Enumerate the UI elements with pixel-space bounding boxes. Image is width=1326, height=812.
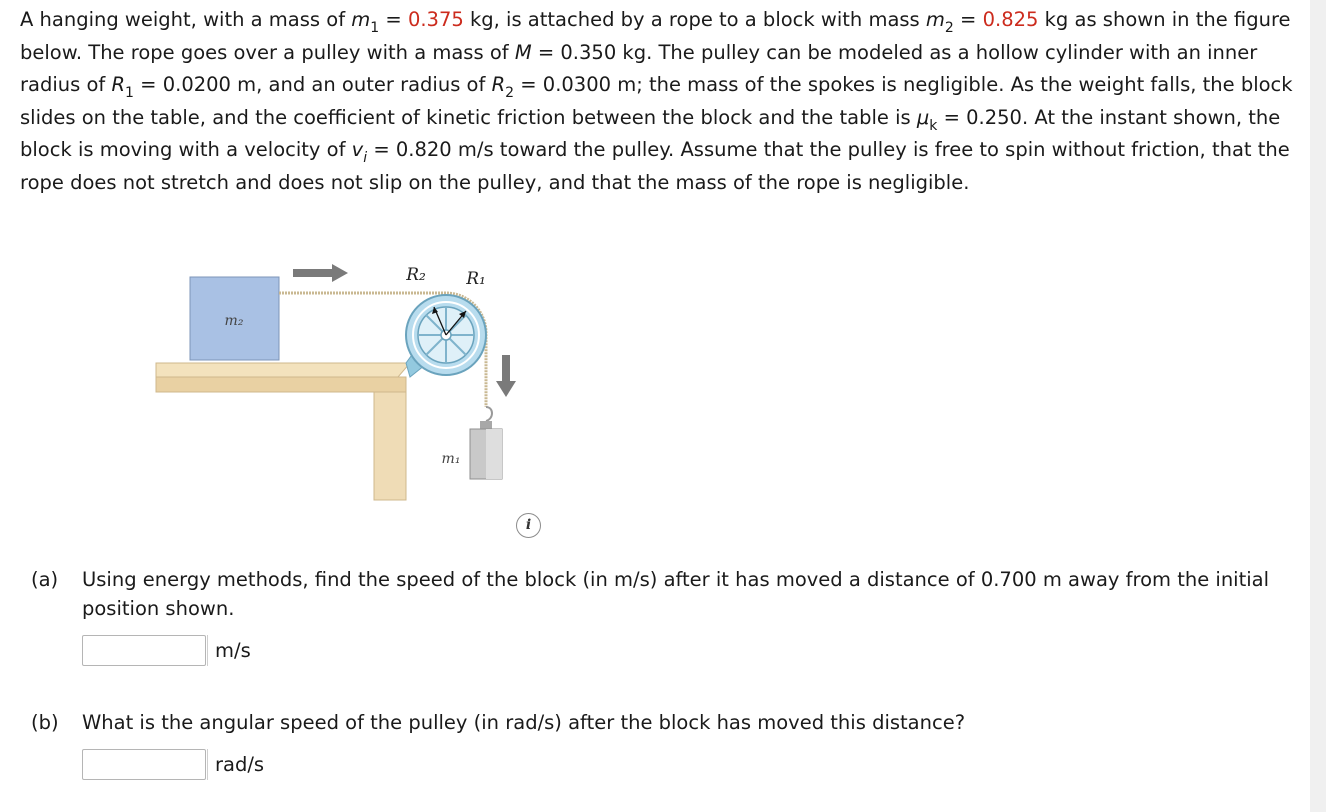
m2-value: 0.825 <box>982 8 1039 31</box>
equals-sign: = <box>960 8 977 31</box>
var-m1: m <box>351 8 371 31</box>
hanging-weight-m1 <box>442 407 502 479</box>
subscript: 2 <box>505 85 515 102</box>
R1-label: R₁ <box>466 269 486 289</box>
subscript: k <box>929 117 938 134</box>
problem-text: = 0.250. At the instant shown, the block is moving with a velocity of <box>20 105 1281 162</box>
answer-a-unit: m/s <box>207 635 251 666</box>
problem-statement <box>20 4 1316 200</box>
var-R2: R <box>491 73 506 97</box>
var-v: v <box>351 138 364 162</box>
m1-value: 0.375 <box>407 8 464 31</box>
block-m2 <box>190 277 279 360</box>
equals-sign: = <box>385 8 402 31</box>
var-R1: R <box>111 73 126 97</box>
info-icon[interactable]: i <box>516 513 541 538</box>
var-m2: m <box>925 8 945 31</box>
subscript: 1 <box>370 20 380 36</box>
table <box>156 363 410 500</box>
pulley <box>406 295 486 375</box>
problem-text: kg as shown in the figure below. The rope goes over a pulley with a mass of <box>20 8 1291 64</box>
answer-b-input[interactable] <box>82 749 206 780</box>
problem-text: = 0.0200 m, and an outer radius of <box>140 73 486 97</box>
problem-text: = 0.820 m/s toward the pulley. Assume that the pulley is free to spin without friction, that the rope does not stretch and does not slip on the pulley, and that the mass of the rope is negligible. <box>20 138 1290 194</box>
question-b-text: What is the angular speed of the pulley (in rad/s) after the block has moved this distance? <box>82 711 966 734</box>
problem-text: A hanging weight, with a mass of <box>20 8 346 31</box>
var-mu: μ <box>916 105 930 129</box>
problem-text: kg, is attached by a rope to a block with mass <box>469 8 920 31</box>
question-a-text: Using energy methods, find the speed of the block (in m/s) after it has moved a distance of 0.700 m away from the initial position shown. <box>82 568 1270 620</box>
question-b-label: (b) <box>31 711 59 734</box>
m2-label: m₂ <box>224 313 244 329</box>
problem-text: = 0.0300 m; the mass of the spokes is negligible. As the weight falls, the block slides on the table, and the coefficient of kinetic friction between the block and the table is <box>20 73 1293 129</box>
R2-label: R₂ <box>406 265 426 285</box>
subscript: 2 <box>944 20 954 36</box>
falling-arrow-icon <box>496 355 516 397</box>
var-M: M <box>514 40 532 64</box>
problem-text: = 0.350 kg. The pulley can be modeled as a hollow cylinder with an inner radius of <box>20 40 1258 97</box>
subscript: 1 <box>125 85 134 102</box>
m1-label: m₁ <box>441 451 461 467</box>
question-a-label: (a) <box>31 568 59 591</box>
subscript: i <box>363 150 368 167</box>
answer-b-unit: rad/s <box>207 749 264 780</box>
answer-a-input[interactable] <box>82 635 206 666</box>
velocity-arrow-icon <box>293 264 348 282</box>
pulley-figure <box>148 255 528 505</box>
